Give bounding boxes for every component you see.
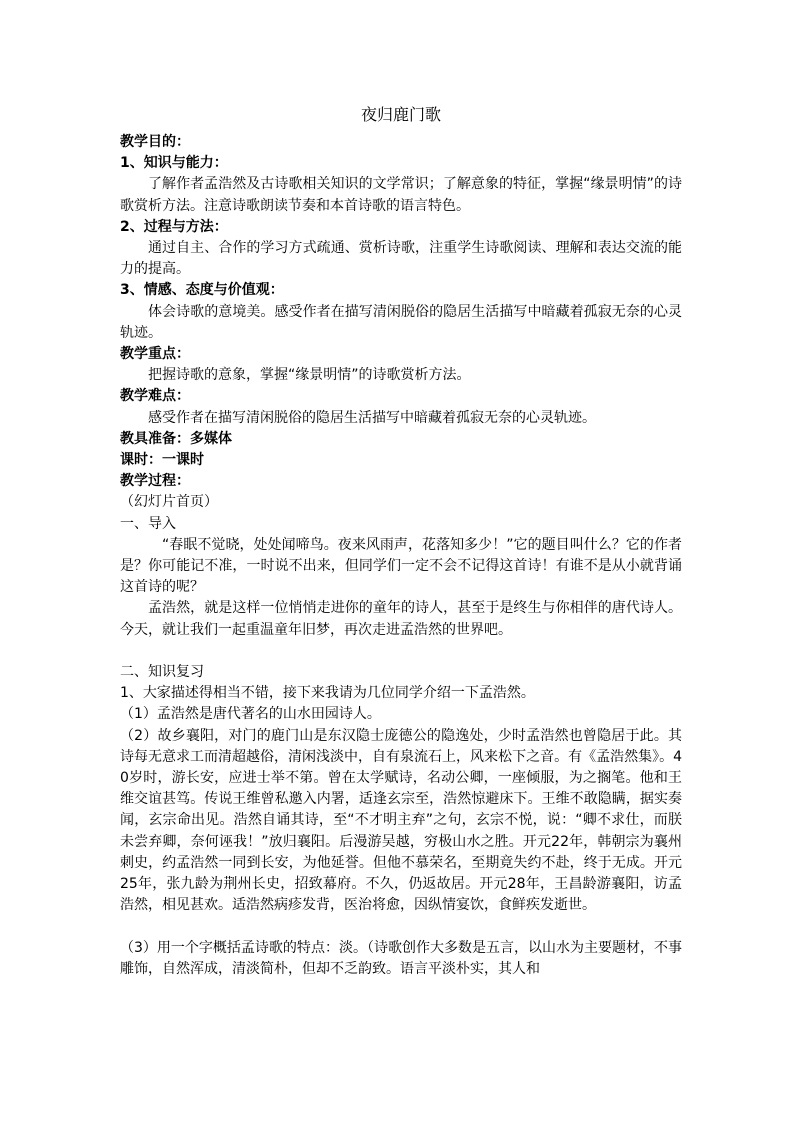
document-page — [120, 104, 682, 980]
section-heading: 教学重点： — [120, 346, 190, 363]
section-heading: 教具准备：多媒体 — [120, 430, 232, 447]
document-title: 夜归鹿门歌 — [360, 105, 441, 124]
section-heading: 教学过程： — [120, 473, 190, 490]
paragraph: 通过自主、合作的学习方式疏通、赏析诗歌，注重学生诗歌阅读、理解和表达交流的能力的提高。 — [120, 240, 682, 278]
blank-line — [120, 917, 682, 938]
paragraph: （2）故乡襄阳，对门的鹿门山是东汉隐士庞德公的隐逸处，少时孟浩然也曾隐居于此。其诗每无意求工而清超越俗，清闲浅淡中，自有泉流石上，风来松下之音。有《孟浩然集》。40岁时，游长安，应进士举不第。曾在太学赋诗，名动公卿，一座倾服，为之搁笔。他和王维交谊甚笃。传说王维曾私邀入内署，适逢玄宗至，浩然惊避床下。王维不敢隐瞒，据实奏闻，玄宗命出见。浩然自诵其诗，至“不才明主弃”之句，玄宗不悦，说：“卿不求仕，而朕未尝弃卿，奈何诬我！”放归襄阳。后漫游吴越，穷极山水之胜。开元22年，韩朝宗为襄州刺史，约孟浩然一同到长安，为他延誉。但他不慕荣名，至期竟失约不赴，终于无成。开元25年，张九龄为荆州长史，招致幕府。不久，仍返故居。开元28年，王昌龄游襄阳，访孟浩然，相见甚欢。适浩然病疹发背，医治将愈，因纵情宴饮，食鲜疾发逝世。 — [120, 727, 682, 914]
section-heading: 课时：一课时 — [120, 452, 204, 469]
section-heading: 2、过程与方法： — [120, 218, 228, 235]
paragraph: （1）孟浩然是唐代著名的山水田园诗人。 — [120, 706, 381, 723]
paragraph: （3）用一个字概括孟诗歌的特点：淡。（诗歌创作大多数是五言，以山水为主要题材，不事雕饰，自然浑成，清淡简朴，但却不乏韵致。语言平淡朴实，其人和 — [120, 939, 682, 977]
paragraph: 了解作者孟浩然及古诗歌相关知识的文学常识；了解意象的特征，掌握“缘景明情”的诗歌赏析方法。注意诗歌朗读节奏和本首诗歌的语言特色。 — [120, 176, 682, 214]
section-heading: 3、情感、态度与价值观： — [120, 282, 284, 299]
paragraph: “春眠不觉晓，处处闻啼鸟。夜来风雨声，花落知多少！”它的题目叫什么？它的作者是？你可能记不准，一时说不出来，但同学们一定不会不记得这首诗！有谁不是从小就背诵这首诗的呢？ — [120, 536, 682, 596]
section-heading: 教学难点： — [120, 388, 190, 405]
paragraph: 孟浩然，就是这样一位悄悄走进你的童年的诗人，甚至于是终生与你相伴的唐代诗人。今天，就让我们一起重温童年旧梦，再次走进孟浩然的世界吧。 — [120, 600, 682, 638]
paragraph: （幻灯片首页） — [120, 494, 218, 511]
section-heading: 教学目的： — [120, 134, 190, 150]
paragraph: 一、导入 — [120, 515, 176, 532]
paragraph: 1、大家描述得相当不错，接下来我请为几位同学介绍一下孟浩然。 — [120, 685, 535, 702]
paragraph: 体会诗歌的意境美。感受作者在描写清闲脱俗的隐居生活描写中暗藏着孤寂无奈的心灵轨迹。 — [120, 303, 682, 341]
paragraph: 二、知识复习 — [120, 664, 204, 681]
document-body — [120, 132, 682, 980]
paragraph: 把握诗歌的意象，掌握“缘景明情”的诗歌赏析方法。 — [148, 367, 471, 384]
section-heading: 1、知识与能力： — [120, 155, 228, 172]
paragraph: 感受作者在描写清闲脱俗的隐居生活描写中暗藏着孤寂无奈的心灵轨迹。 — [148, 409, 596, 426]
blank-line — [120, 641, 682, 662]
